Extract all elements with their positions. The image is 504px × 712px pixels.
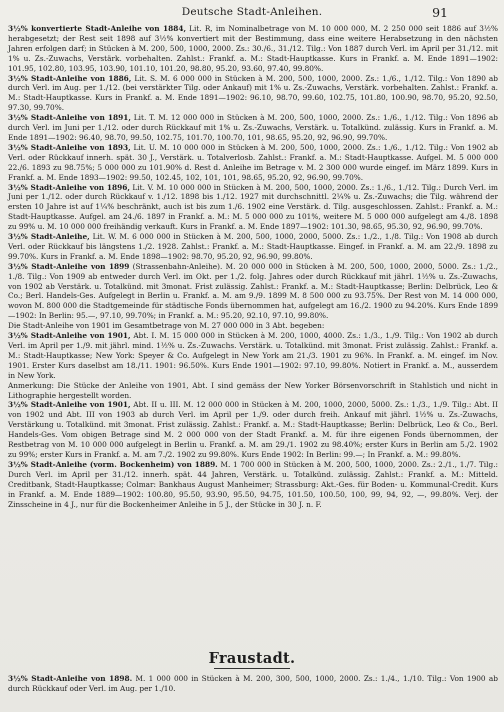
paragraph (8, 400, 498, 459)
entry-lead: 3½% Stadt-Anleihe von 1891, (8, 113, 131, 123)
entry-text: Anmerkung: Die Stücke der Anleihe von 1901, Abt. I sind gemäss der New Yorker Börsenvorschrift in Stahlstich und nicht in Lithographie hergestellt worden. (8, 380, 498, 400)
running-title: Deutsche Stadt-Anleihen. (181, 6, 323, 18)
paragraph (8, 331, 498, 381)
paragraph (8, 262, 498, 321)
text-body (8, 24, 498, 509)
paragraph (8, 460, 498, 510)
paragraph (8, 143, 498, 183)
entry-lead: 3½% Stadt-Anleihe von 1886, (8, 73, 132, 83)
entry-text: M. 1 700 000 in Stücken à M. 200, 500, 1000, 2000. Zs.: 2./1., 1./7. Tilg.: Durch Verl. im April per 31./12. innerh. spät. 44 Jahren, Verstärk. u. Totalkünd. zulässig. Zahlst.: Frankf. a. M.: Mitteld. Creditbank, Stadt-Hauptkasse; Colmar: Bankhaus August Manheimer; Strassburg: Akt.-Ges. für Boden- u. Kommunal-Credit. Kurs in Frankf. a. M. Ende 1889—1902: 100.80, 95.50, 93.90, 95.50, 94.75, 101.50, 100.50, 100, 99, 94, 92, —, 99.80%. Verj. der Zinsscheine in 4 J., nur für die Bockenheimer Anleihe in 5 J., der Stücke in 30 J. n. F. (8, 459, 498, 509)
entry-lead: 3½% Stadt-Anleihe von 1901, (8, 400, 131, 410)
paragraph (8, 674, 498, 694)
paragraph (8, 24, 498, 74)
page-header (0, 6, 504, 20)
page-number: 91 (432, 5, 448, 20)
entry-lead: 3½% Stadt-Anleihe von 1898. (8, 674, 133, 683)
entry-lead: 3½% konvertierte Stadt-Anleihe von 1884, (8, 24, 187, 33)
entry-lead: 3½% Stadt-Anleihe von 1893, (8, 142, 131, 152)
entry-text: M. 1 000 000 in Stücken à M. 200, 300, 500, 1000, 2000. Zs.: 1./4., 1./10. Tilg.: Von 1900 ab durch Rückkauf oder Verl. im Aug. per 1./10. (8, 674, 498, 693)
entry-text: Die Stadt-Anleihe von 1901 im Gesamtbetrage von M. 27 000 000 in 3 Abt. begeben: (8, 321, 325, 331)
paragraph (8, 183, 498, 233)
entry-text: Lit. S. M. 6 000 000 in Stücken à M. 200, 500, 1000, 2000. Zs.: 1./6., 1./12. Tilg.: Von 1890 ab durch Verl. im Aug. per 1./12. (bei verstärkter Tilg. oder Ankauf) mit 1% u. Zs.-Zuwachs, Verstärk. vorbehalten. Zahlst.: Frankf. a. M.: Stadt-Hauptkasse. Kurs in Frankf. a. M. Ende 1891—1902: 96.10, 98.70, 99.60, 102.75, 101.80, 100.90, 98.70, 95.20, 92.50, 97.30, 99.70%. (8, 73, 499, 113)
entry-text: Lit. R, im Nominalbetrage von M. 10 000 000, M. 2 250 000 seit 1886 auf 3½% herabgesetzt; der Rest seit 1898 auf 3½% konvertiert mit der Bestimmung, dass eine weitere Herabsetzung in den nächsten Jahren erfolgen darf; in Stücken à M. 200, 500, 1000, 2000. Zs.: 30./6., 31./12. Tilg.: Von 1887 durch Verl. im April per 31./12. mit 1% u. Zs.-Zuwachs, Verstärk. vorbehalten. Zahlst.: Frankf. a. M.: Stadt-Hauptkasse. Kurs in Frankf. a. M. Ende 1891—1902: 101.95, 102.80, 103.95, 103.90, 101.10, 101.20, 98.80, 95.20, 93.60, 97.40, 99.80%. (8, 24, 499, 73)
entry-lead: 3½% Stadt-Anleihe von 1901, (8, 331, 131, 341)
section-title: Fraustadt. (208, 650, 296, 667)
entry-text: Abt. II u. III. M. 12 000 000 in Stücken à M. 200, 1000, 2000, 5000. Zs.: 1./3., 1./9. Tilg.: Abt. II von 1902 und Abt. III von 1903 ab durch Verl. im April per 1./9. oder durch freih. Ankauf mit jährl. 1½% u. Zs.-Zuwachs, Verstärkung u. Totalkünd. mit 3monat. Frist zulässig. Zahlst.: Frankf. a. M.: Stadt-Hauptkasse; Berlin: Delbrück, Leo & Co., Berl. Handels-Ges. Vom obigen Betrage sind M. 2 000 000 von der Stadt Frankf. a. M. für ihre eigenen Fonds übernommen, der Restbetrag von M. 10 000 000 aufgelegt in Berlin u. Frankf. a. M. am 29./1. 1902 zu 98.40%; erster Kurs in Berlin am 5./2. 1902 zu 99%; erster Kurs in Frankf. a. M. am 7./2. 1902 zu 99.80%. Kurs Ende 1902: In Berlin: 99.—; In Frankf. a. M.: 99.80%. (8, 400, 498, 459)
entry-text: (Strassenbahn-Anleihe). M. 20 000 000 in Stücken à M. 200, 500, 1000, 2000, 5000. Zs.: 1./2., 1./8. Tilg.: Von 1909 ab entweder durch Verl. im Okt. per 1./2. folg. Jahres oder durch Rückkauf mit jährl. 1½% u. Zs.-Zuwachs, von 1902 ab Verstärk. u. Totalkünd. mit 3monat. Frist zulässig. Zahlst.: Frankf. a. M.: Stadt-Hauptkasse; Berlin: Delbrück, Leo & Co.; Berl. Handels-Ges. Aufgelegt in Berlin u. Frankf. a. M. am 9./9. 1899 M. 8 500 000 zu 93.75%. Der Rest von M. 14 000 000, wovon M. 800 000 die Stadtgemeinde für städtische Fonds übernommen hat, aufgelegt am 16./2. 1900 zu 94.20%. Kurs Ende 1899—1902: In Berlin: 95.—, 97.10, 99.70%; in Frankf. a. M.: 95.20, 92.10, 97.10, 99.80%. (8, 261, 498, 321)
paragraph (8, 321, 498, 331)
section-divider (214, 668, 290, 669)
entry-text: Lit. V. M. 10 000 000 in Stücken à M. 200, 500, 1000, 2000. Zs.: 1./6., 1./12. Tilg.: Durch Verl. im Juni per 1./12. oder durch Rückkauf v. 1./12. 1898 bis 1./12. 1927 mit durchschnittl. 2¼% u. Zs.-Zuwachs; die Tilg. während der ersten 10 Jahre ist auf 1¼% beschränkt, auch ist bis zum 1./6. 1902 eine Verstärk. d. Tilg. ausgeschlossen. Zahlst.: Frankf. a. M.: Stadt-Hauptkasse. Aufgel. am 24./6. 1897 in Frankf. a. M.: M. 5 000 000 zu 101%, weitere M. 5 000 000 aufgelegt am 4./8. 1898 zu 99% u. M. 10 000 000 freihändig verkauft. Kurs in Frankf. a. M. Ende 1897—1902: 101.30, 98.65, 95.30, 92, 96.90, 99.70%. (8, 182, 498, 232)
entry-lead: 3½% Stadt-Anleihe, (8, 232, 90, 242)
entry-text: Lit. U. M. 10 000 000 in Stücken à M. 200, 500, 1000, 2000. Zs.: 1./6., 1./12. Tilg.: Von 1902 ab Verl. oder Rückkauf innerh. spät. 30 J., Verstärk. u. Totalverlosb. Zahlst.: Frankf. a. M.: Stadt-Hauptkasse. Aufgel. M. 5 000 000 22./6. 1893 zu 98.75%; 5 000 000 zu 101.90% d. Rest d. Anleihe im Betrage v. M. 2 300 000 wurde eingef. im März 1899. Kurs in Frankf. a. M. Ende 1893—1902: 99.50, 102.45, 102, 101, 101, 98.65, 95.20, 92, 96.90, 99.70%. (8, 142, 499, 182)
paragraph (8, 113, 498, 143)
entry-lead: 3½% Stadt-Anleihe (vorm. Bockenheim) von 1889. (8, 459, 218, 469)
paragraph (8, 381, 498, 401)
entry-lead: 3½% Stadt-Anleihe von 1899 (8, 261, 130, 271)
entry-text: Lit. T. M. 12 000 000 in Stücken à M. 200, 500, 1000, 2000. Zs.: 1./6., 1./12. Tilg.: Von 1896 ab durch Verl. im Juni per 1./12. oder durch Rückkauf mit 1% u. Zs.-Zuwachs, Verstärk. u. Totalkünd. zulässig. Kurs in Frankf. a. M. Ende 1891—1902: 96.40, 98.70, 99.50, 102.75, 101.70, 100.70, 101, 98.65, 95.20, 92, 96.90, 99.70%. (8, 113, 498, 142)
section-body (8, 674, 498, 694)
entry-text: Lit. W. M. 6 000 000 in Stücken à M. 200, 500, 1000, 2000, 5000. Zs.: 1./2., 1./8. Tilg.: Von 1908 ab durch Verl. oder Rückkauf bis längstens 1./2. 1928. Zahlst.: Frankf. a. M.: Stadt-Hauptkasse. Eingef. in Frankf. a. M. am 22./9. 1898 zu 99.70%. Kurs in Frankf. a. M. Ende 1898—1902: 98.70, 95.20, 92, 96.90, 99.80%. (8, 232, 498, 261)
paragraph (8, 232, 498, 262)
entry-lead: 3½% Stadt-Anleihe von 1896, (8, 182, 130, 192)
paragraph (8, 74, 498, 114)
entry-text: Abt. I. M. 15 000 000 in Stücken à M. 200, 1000, 4000. Zs.: 1./3., 1./9. Tilg.: Von 1902 ab durch Verl. im April per 1./9. mit jährl. mind. 1½% u. Zs.-Zuwachs. Verstärk. u. Totalkünd. mit 3monat. Frist zulässig. Zahlst.: Frankf. a. M.: Stadt-Hauptkasse; New York: Speyer & Co. Aufgelegt in New York am 21./3. 1901 zu 96%. In Frankf. a. M. eingef. im Nov. 1901. Erster Kurs daselbst am 18./11. 1901: 96.50%. Kurs Ende 1901—1902: 97.10, 99.80%. Notiert in Frankf. a. M., ausserdem in New York. (8, 331, 499, 380)
